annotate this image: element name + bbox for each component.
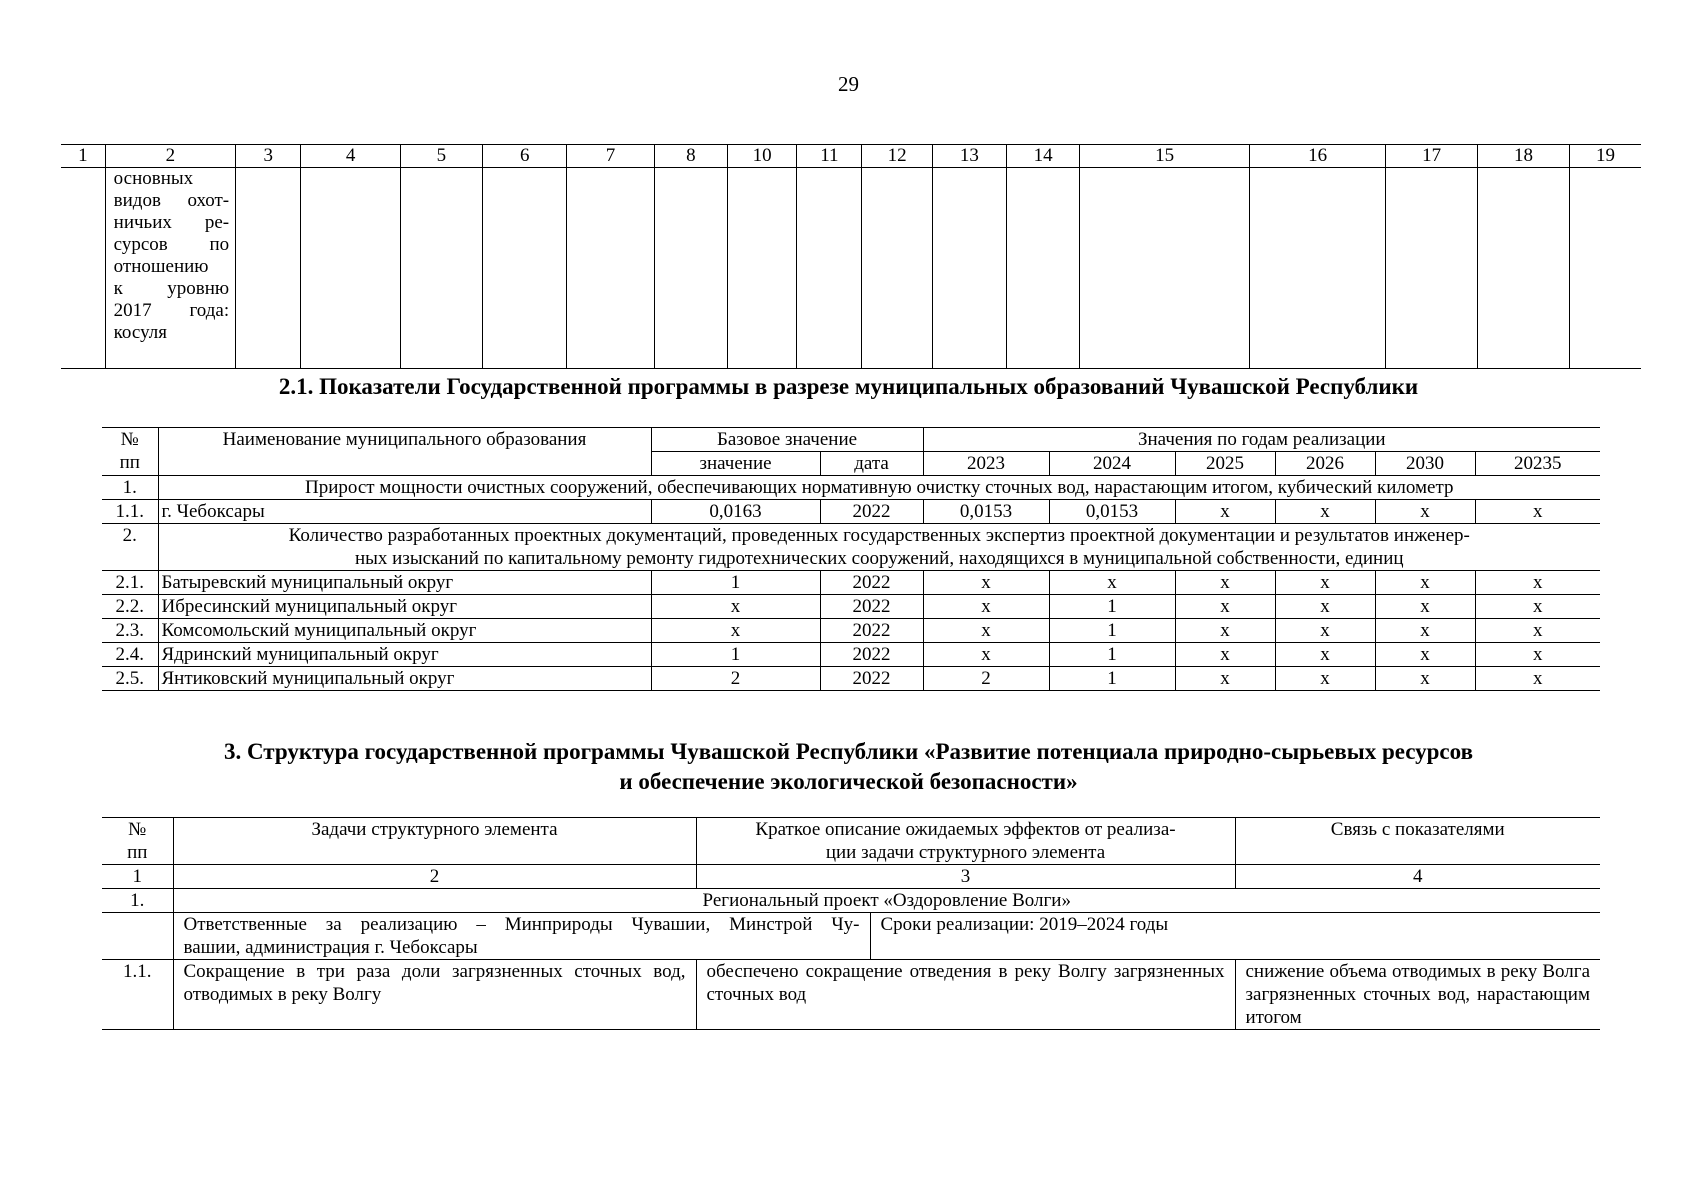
effects-header-line: ции задачи структурного элемента xyxy=(825,842,1106,863)
year-value: x xyxy=(1275,500,1375,524)
empty-cell xyxy=(567,168,654,369)
year-value: x xyxy=(1175,667,1275,691)
row-num: 2.5. xyxy=(102,667,158,691)
base-date-header: дата xyxy=(820,452,923,476)
year-value: 2 xyxy=(923,667,1049,691)
year-value: x xyxy=(1375,619,1475,643)
empty-cell xyxy=(1007,168,1080,369)
empty-cell xyxy=(727,168,796,369)
year-value: x xyxy=(1175,500,1275,524)
base-value: 0,0163 xyxy=(651,500,820,524)
col-number: 3 xyxy=(696,865,1235,889)
col-header: 13 xyxy=(932,145,1006,168)
base-date: 2022 xyxy=(820,643,923,667)
project-row xyxy=(102,889,1600,913)
num-header xyxy=(102,818,173,865)
col-header: 7 xyxy=(567,145,654,168)
base-value: 1 xyxy=(651,571,820,595)
base-date: 2022 xyxy=(820,500,923,524)
col-header: 8 xyxy=(654,145,727,168)
section-3-title-line: 3. Структура государственной программы Чувашской Республики «Развитие потенциала природно-сырьевых ресурсов xyxy=(224,739,1473,764)
project-meta xyxy=(174,913,1601,959)
empty-cell xyxy=(400,168,482,369)
year-header: 2026 xyxy=(1275,452,1375,476)
terms-text: Сроки реализации: 2019–2024 годы xyxy=(880,914,1169,935)
table-row xyxy=(102,595,1600,619)
year-value: x xyxy=(1375,643,1475,667)
year-value: x xyxy=(1275,595,1375,619)
column-number-row xyxy=(61,145,1641,168)
year-value: x xyxy=(923,571,1049,595)
empty-cell xyxy=(1080,168,1250,369)
indicator-name-cell xyxy=(105,168,235,369)
empty-cell xyxy=(1249,168,1386,369)
municipality-name: Янтиковский муниципальный округ xyxy=(158,667,651,691)
row-num: 2.1. xyxy=(102,571,158,595)
row-num: 1.1. xyxy=(102,960,173,1030)
table-row xyxy=(102,619,1600,643)
header-row xyxy=(102,818,1600,865)
table-row xyxy=(102,571,1600,595)
row-num: 2.2. xyxy=(102,595,158,619)
program-structure-table xyxy=(102,817,1600,1030)
base-value: 1 xyxy=(651,643,820,667)
municipal-indicators-table xyxy=(102,427,1600,691)
year-value: x xyxy=(923,595,1049,619)
col-header: 19 xyxy=(1570,145,1641,168)
group-row xyxy=(102,524,1600,571)
municipality-name: г. Чебоксары xyxy=(158,500,651,524)
col-header: 4 xyxy=(301,145,400,168)
project-num: 1. xyxy=(102,889,173,913)
year-value: x xyxy=(1375,595,1475,619)
num-header-line: № xyxy=(120,429,139,450)
year-value: x xyxy=(1475,500,1600,524)
continuation-table xyxy=(61,144,1641,369)
project-meta-cell xyxy=(173,913,1600,960)
municipality-name: Комсомольский муниципальный округ xyxy=(158,619,651,643)
column-number-row xyxy=(102,865,1600,889)
col-number: 2 xyxy=(173,865,696,889)
year-value: x xyxy=(1175,595,1275,619)
table-row xyxy=(102,960,1600,1030)
empty-cell xyxy=(483,168,567,369)
year-header: 2025 xyxy=(1175,452,1275,476)
empty-cell xyxy=(61,168,105,369)
col-header: 15 xyxy=(1080,145,1250,168)
base-date: 2022 xyxy=(820,667,923,691)
project-title: Региональный проект «Оздоровление Волги» xyxy=(173,889,1600,913)
col-header: 2 xyxy=(105,145,235,168)
group-num: 1. xyxy=(102,476,158,500)
table-row xyxy=(102,643,1600,667)
municipality-name: Батыревский муниципальный округ xyxy=(158,571,651,595)
link-header: Связь с показателями xyxy=(1235,818,1600,865)
empty-cell xyxy=(301,168,400,369)
base-date: 2022 xyxy=(820,595,923,619)
group-title: Прирост мощности очистных сооружений, обеспечивающих нормативную очистку сточных вод, нарастающим итогом, кубический километр xyxy=(158,476,1600,500)
responsible-line: вашии, администрация г. Чебоксары xyxy=(183,937,478,958)
col-header: 11 xyxy=(797,145,862,168)
base-date: 2022 xyxy=(820,571,923,595)
year-header: 2024 xyxy=(1049,452,1175,476)
year-value: x xyxy=(1475,667,1600,691)
group-row xyxy=(102,476,1600,500)
group-title-line: Количество разработанных проектных документаций, проведенных государственных экспертиз проектной документации и результатов инженер- xyxy=(288,525,1470,546)
year-value: x xyxy=(1049,571,1175,595)
indicator-line: видов охот- xyxy=(113,190,230,211)
effect-cell: обеспечено сокращение отведения в реку Волгу загрязненных сточных вод xyxy=(696,960,1235,1030)
empty-cell xyxy=(236,168,301,369)
empty-cell xyxy=(797,168,862,369)
empty-cell xyxy=(1386,168,1477,369)
col-header: 18 xyxy=(1477,145,1569,168)
section-3-title xyxy=(0,737,1697,797)
year-value: x xyxy=(1475,619,1600,643)
year-value: 1 xyxy=(1049,643,1175,667)
year-value: 0,0153 xyxy=(923,500,1049,524)
group-title-line: ных изысканий по капитальному ремонту гидротехнических сооружений, находящихся в муниципальной собственности, единиц xyxy=(355,548,1404,569)
col-header: 17 xyxy=(1386,145,1477,168)
year-value: 1 xyxy=(1049,619,1175,643)
year-value: 1 xyxy=(1049,595,1175,619)
year-header: 20235 xyxy=(1475,452,1600,476)
indicator-line: сурсов по xyxy=(113,234,230,255)
indicator-line: косуля xyxy=(113,322,167,343)
year-value: x xyxy=(1375,500,1475,524)
year-value: x xyxy=(1375,571,1475,595)
year-value: x xyxy=(1275,619,1375,643)
years-header: Значения по годам реализации xyxy=(923,428,1600,452)
year-value: x xyxy=(923,619,1049,643)
year-value: x xyxy=(1475,595,1600,619)
row-num: 2.3. xyxy=(102,619,158,643)
group-num: 2. xyxy=(102,524,158,571)
header-row xyxy=(102,428,1600,452)
effects-header xyxy=(696,818,1235,865)
base-header: Базовое значение xyxy=(651,428,923,452)
year-value: x xyxy=(1275,571,1375,595)
indicator-line: к уровню xyxy=(113,278,230,299)
year-value: 1 xyxy=(1049,667,1175,691)
indicator-line: основных xyxy=(113,168,194,189)
base-value: 2 xyxy=(651,667,820,691)
year-value: 0,0153 xyxy=(1049,500,1175,524)
base-value-header: значение xyxy=(651,452,820,476)
year-value: x xyxy=(1275,667,1375,691)
year-value: x xyxy=(1275,643,1375,667)
col-header: 16 xyxy=(1249,145,1386,168)
year-value: x xyxy=(1175,643,1275,667)
section-21-title: 2.1. Показатели Государственной программы в разрезе муниципальных образований Чувашской Республики xyxy=(278,374,1419,399)
task-cell: Сокращение в три раза доли загрязненных сточных вод, отводимых в реку Волгу xyxy=(173,960,696,1030)
responsible-line: Ответственные за реализацию – Минприроды Чувашии, Минстрой Чу- xyxy=(183,914,860,935)
col-header: 12 xyxy=(862,145,932,168)
col-header: 3 xyxy=(236,145,301,168)
empty-cell xyxy=(862,168,932,369)
col-header: 14 xyxy=(1007,145,1080,168)
num-header xyxy=(102,428,158,476)
col-number: 1 xyxy=(102,865,173,889)
col-header: 1 xyxy=(61,145,105,168)
year-value: x xyxy=(923,643,1049,667)
table-row xyxy=(61,168,1641,369)
num-header-line: № xyxy=(128,819,147,840)
num-header-line: пп xyxy=(119,452,140,473)
num-header-line: пп xyxy=(127,842,148,863)
group-title xyxy=(158,524,1600,571)
project-meta-row xyxy=(102,913,1600,960)
indicator-line: ничьих ре- xyxy=(113,212,230,233)
year-value: x xyxy=(1175,571,1275,595)
name-header: Наименование муниципального образования xyxy=(158,428,651,476)
year-value: x xyxy=(1475,643,1600,667)
row-num: 1.1. xyxy=(102,500,158,524)
municipality-name: Ибресинский муниципальный округ xyxy=(158,595,651,619)
section-3-title-line: и обеспечение экологической безопасности» xyxy=(619,769,1078,794)
year-header: 2030 xyxy=(1375,452,1475,476)
base-value: x xyxy=(651,619,820,643)
table-row xyxy=(102,500,1600,524)
responsible-text xyxy=(174,913,871,959)
year-header: 2023 xyxy=(923,452,1049,476)
base-date: 2022 xyxy=(820,619,923,643)
indicator-line: отношению xyxy=(113,256,209,277)
empty-cell xyxy=(654,168,727,369)
row-num: 2.4. xyxy=(102,643,158,667)
empty-cell xyxy=(1477,168,1569,369)
indicator-line: 2017 года: xyxy=(113,300,230,321)
link-cell: снижение объема отводимых в реку Волга загрязненных сточных вод, нарастающим итогом xyxy=(1235,960,1600,1030)
base-value: x xyxy=(651,595,820,619)
year-value: x xyxy=(1475,571,1600,595)
empty-cell xyxy=(932,168,1006,369)
year-value: x xyxy=(1375,667,1475,691)
effects-header-line: Краткое описание ожидаемых эффектов от реализа- xyxy=(755,819,1176,840)
year-value: x xyxy=(1175,619,1275,643)
table-row xyxy=(102,667,1600,691)
col-number: 4 xyxy=(1235,865,1600,889)
col-header: 10 xyxy=(727,145,796,168)
empty-cell xyxy=(102,913,173,960)
tasks-header: Задачи структурного элемента xyxy=(173,818,696,865)
page-number: 29 xyxy=(838,72,859,96)
col-header: 6 xyxy=(483,145,567,168)
empty-cell xyxy=(1570,168,1641,369)
col-header: 5 xyxy=(400,145,482,168)
municipality-name: Ядринский муниципальный округ xyxy=(158,643,651,667)
